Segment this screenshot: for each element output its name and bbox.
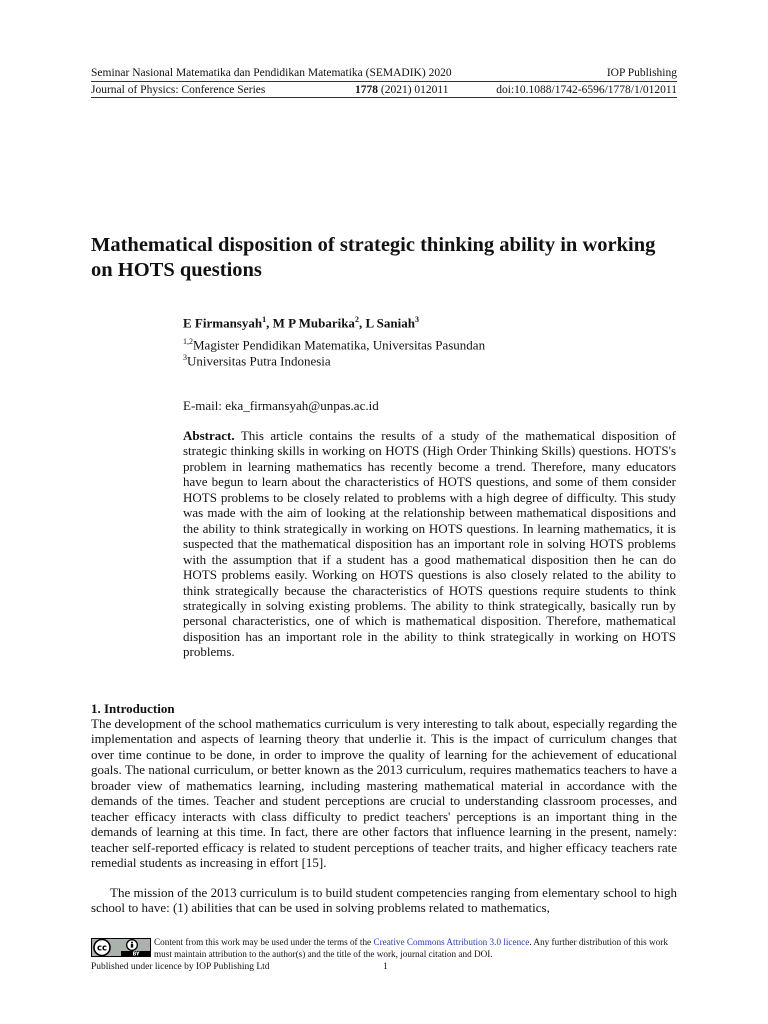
section-heading-introduction: 1. Introduction xyxy=(91,701,175,716)
author-name: E Firmansyah xyxy=(183,315,263,331)
abstract-text: This article contains the results of a study of the mathematical disposition of strategic thinking skills in working on HOTS (High Order Thinking Skills) questions. HOTS's problem in learning mathematics has recently become a trend. Therefore, many educators have begun to learn about the characteristics of HOTS questions, and some of them consider HOTS problems to be closely related to problems with a high degree of difficulty. This study was made with the aim of looking at the relationship between mathematical dispositions and the ability to think strategically in working on HOTS questions. In learning mathematics, it is suspected that the mathematical disposition has an important role in solving HOTS problems with the assumption that if a student has a good mathematical disposition then he can do HOTS problems easily. Working on HOTS questions is also closely related to the ability to think strategically because the characteristics of HOTS questions require students to think strategically in solving existing problems. The ability to think strategically, basically run by personal characteristics, one of which is mathematical disposition. Therefore, mathematical disposition has an important role in the ability to think strategically in working on HOTS problems. xyxy=(183,428,676,660)
header-divider xyxy=(91,97,677,98)
publisher-name: IOP Publishing xyxy=(606,67,677,79)
header-divider xyxy=(91,81,677,82)
paper-title: Mathematical disposition of strategic thinking ability in working on HOTS questions xyxy=(91,234,656,281)
author-separator: , xyxy=(358,315,366,331)
affiliation-mark: 3 xyxy=(183,353,187,362)
author-affiliation-mark: 3 xyxy=(414,315,419,324)
published-notice: Published under licence by IOP Publishing Ltd xyxy=(91,962,270,972)
badge-label: BY xyxy=(132,952,140,957)
affiliation xyxy=(183,337,485,353)
affiliation-mark: 1,2 xyxy=(183,337,193,346)
license-text: . Any further distribution of this work must maintain attribution to the author(s) and the title of the work, journal citation and DOI. xyxy=(154,937,668,959)
journal-name: Journal of Physics: Conference Series xyxy=(91,84,266,96)
affiliation-text: Magister Pendidikan Matematika, Universitas Pasundan xyxy=(193,337,486,353)
running-header-bottom xyxy=(91,84,677,96)
conference-name: Seminar Nasional Matematika dan Pendidikan Matematika (SEMADIK) 2020 xyxy=(91,67,452,79)
license-notice xyxy=(154,937,679,960)
author-list xyxy=(183,315,419,331)
svg-text:cc: cc xyxy=(96,943,108,954)
body-paragraph: The mission of the 2013 curriculum is to build student competencies ranging from elementary school to high school to have: (1) abilities that can be used in solving problems related to mathematics, xyxy=(91,885,677,916)
abstract xyxy=(183,428,676,660)
contact-email[interactable]: E-mail: eka_firmansyah@unpas.ac.id xyxy=(183,398,379,413)
running-header-top xyxy=(91,67,677,79)
author-separator: , xyxy=(266,315,273,331)
page-number: 1 xyxy=(383,962,388,972)
volume-rest: (2021) 012011 xyxy=(378,84,449,96)
cc-by-license-badge xyxy=(91,938,151,957)
volume-number: 1778 xyxy=(355,84,378,96)
author-name: L Saniah xyxy=(365,315,415,331)
volume-info xyxy=(355,84,448,96)
author-affiliation-mark: 2 xyxy=(354,315,359,324)
author-affiliation-mark: 1 xyxy=(262,315,267,324)
author-name: M P Mubarika xyxy=(272,315,355,331)
abstract-label: Abstract. xyxy=(183,428,235,443)
doi[interactable]: doi:10.1088/1742-6596/1778/1/012011 xyxy=(496,84,677,96)
body-paragraph: The development of the school mathematics curriculum is very interesting to talk about, especially regarding the implementation and aspects of learning theory that underlie it. This is the impact of curriculum changes that over time continue to be done, in order to improve the quality of learning for the achievement of educational goals. The national curriculum, or better known as the 2013 curriculum, requires mathematics teachers to have a broader view of mathematics learning, including mastering mathematical material in accordance with the demands of the times. Teacher and student perceptions are crucial to understanding classroom processes, and teacher efficacy interacts with class difficulty to predict teachers' perceptions is an important thing in the demands of learning at this time. In fact, there are other factors that influence learning in the present, namely: teacher self-reported efficacy is related to student perceptions of teacher traits, and higher efficacy teachers rate remedial students as increasing in effort [15]. xyxy=(91,716,677,871)
affiliation xyxy=(183,353,331,369)
license-link[interactable]: Creative Commons Attribution 3.0 licence xyxy=(373,937,530,947)
license-text: Content from this work may be used under the terms of the xyxy=(154,937,374,947)
affiliation-text: Universitas Putra Indonesia xyxy=(187,353,331,369)
